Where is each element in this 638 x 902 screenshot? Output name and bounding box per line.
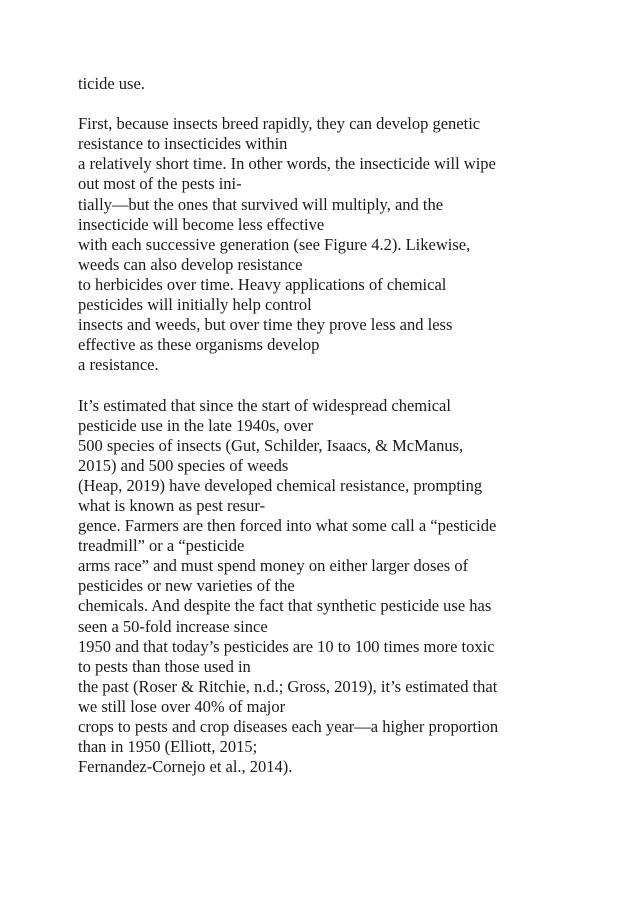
text-line: Fernandez-Cornejo et al., 2014).: [78, 757, 293, 777]
text-line: insecticide will become less effective: [78, 214, 325, 234]
text-line: pesticide use in the late 1940s, over: [78, 415, 314, 435]
text-line: to pests than those used in: [78, 656, 251, 676]
text-line: 2015) and 500 species of weeds: [78, 455, 289, 475]
body-text: [78, 74, 618, 777]
text-line: treadmill” or a “pesticide: [78, 536, 245, 556]
text-line: to herbicides over time. Heavy applications of chemical: [78, 274, 447, 294]
text-line: effective as these organisms develop: [78, 335, 320, 355]
text-line: First, because insects breed rapidly, they can develop genetic: [78, 114, 481, 134]
text-line: a relatively short time. In other words, the insecticide will wipe: [78, 154, 496, 174]
text-line: than in 1950 (Elliott, 2015;: [78, 737, 258, 757]
text-line: resistance to insecticides within: [78, 134, 288, 154]
text-line: 1950 and that today’s pesticides are 10 to 100 times more toxic: [78, 636, 495, 656]
text-line: out most of the pests ini-: [78, 174, 242, 194]
text-line: It’s estimated that since the start of widespread chemical: [78, 395, 451, 415]
text-line: crops to pests and crop diseases each year—a higher proportion: [78, 717, 499, 736]
text-line: a resistance.: [78, 355, 159, 375]
text-line: what is known as pest resur-: [78, 495, 266, 515]
paragraph-resistance: [78, 114, 618, 375]
text-line: gence. Farmers are then forced into what some call a “pesticide: [78, 516, 497, 536]
text-line: (Heap, 2019) have developed chemical resistance, prompting: [78, 475, 483, 495]
text-line: ticide use.: [78, 74, 145, 93]
text-line: 500 species of insects (Gut, Schilder, Isaacs, & McManus,: [78, 435, 464, 455]
paragraph-gap: [78, 94, 618, 114]
paragraph-continuation: [78, 74, 618, 94]
text-line: the past (Roser & Ritchie, n.d.; Gross, 2019), it’s estimated that: [78, 676, 498, 696]
text-line: pesticides or new varieties of the: [78, 576, 295, 596]
text-line: pesticides will initially help control: [78, 295, 312, 315]
text-line: weeds can also develop resistance: [78, 254, 303, 274]
text-line: arms race” and must spend money on either larger doses of: [78, 556, 469, 576]
paragraph-pest-resurgence: [78, 396, 618, 778]
text-line: insects and weeds, but over time they prove less and less: [78, 315, 453, 335]
text-line: we still lose over 40% of major: [78, 696, 286, 716]
text-line: chemicals. And despite the fact that synthetic pesticide use has: [78, 596, 492, 616]
text-line: with each successive generation (see Figure 4.2). Likewise,: [78, 234, 471, 254]
text-line: seen a 50-fold increase since: [78, 616, 268, 636]
text-line: tially—but the ones that survived will multiply, and the: [78, 194, 444, 214]
paragraph-gap: [78, 375, 618, 395]
